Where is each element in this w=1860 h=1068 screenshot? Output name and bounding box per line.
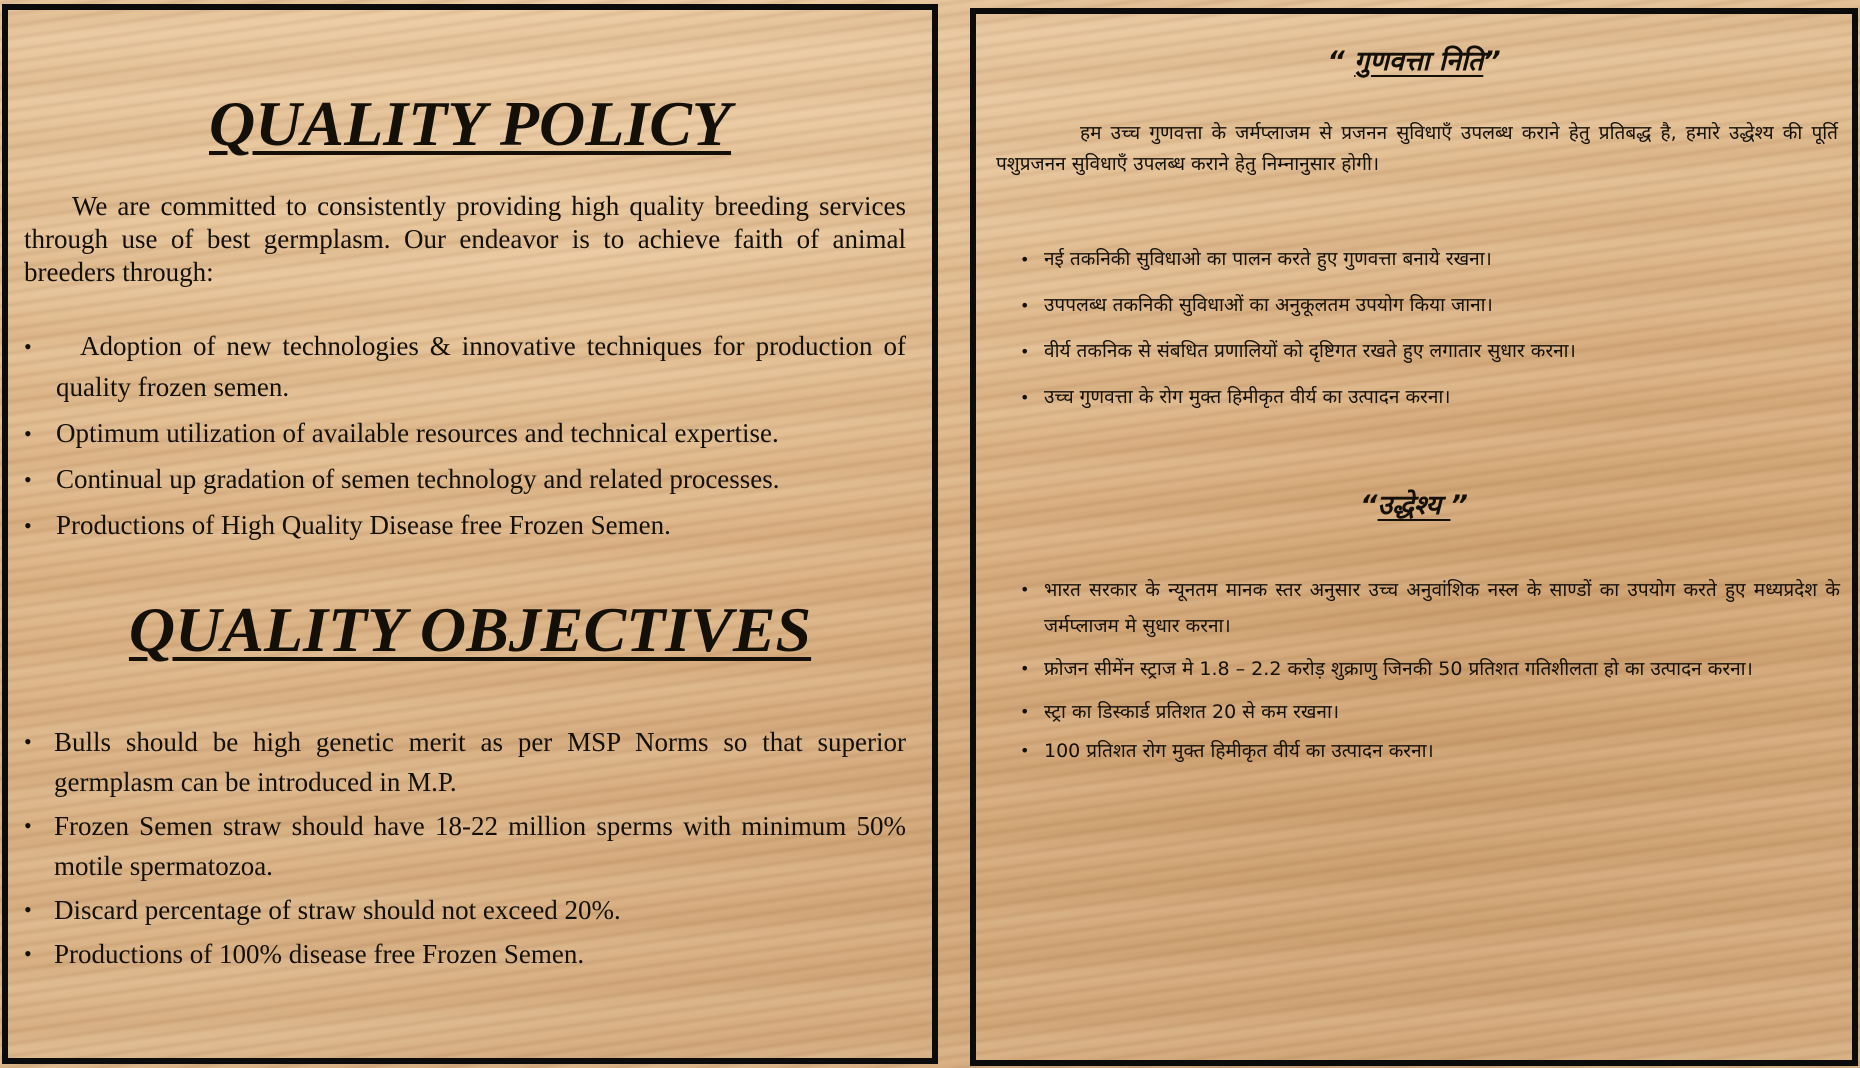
bullet-icon: •: [24, 813, 32, 838]
bullet-icon: •: [24, 729, 32, 754]
quality-policy-heading: [8, 88, 932, 159]
bullet-icon: •: [1020, 250, 1030, 269]
bullet-icon: •: [1020, 580, 1030, 599]
list-item: [1020, 334, 1840, 369]
bullet-icon: •: [1020, 296, 1030, 315]
hindi-objective-item-text: भारत सरकार के न्यूनतम मानक स्तर अनुसार उच्च अनुवांशिक नस्ल के साण्डों का उपयोग करते हुए मध्यप्रदेश के जर्मप्लाजम मे सुधार करना।: [1044, 579, 1840, 637]
hindi-objective-item-text: 100 प्रतिशत रोग मुक्त हिमीकृत वीर्य का उत्पादन करना।: [1044, 740, 1434, 762]
close-quote: ”: [1483, 46, 1501, 77]
bullet-icon: •: [24, 897, 32, 922]
objective-item-text: Productions of 100% disease free Frozen Semen.: [54, 939, 585, 969]
hindi-objective-item-text: स्ट्रा का डिस्कार्ड प्रतिशत 20 से कम रखना।: [1044, 701, 1340, 723]
hindi-policy-item-text: नई तकनिकी सुविधाओ का पालन करते हुए गुणवत्ता बनाये रखना।: [1044, 248, 1492, 270]
bullet-icon: •: [24, 421, 32, 446]
objective-item-text: Bulls should be high genetic merit as per MSP Norms so that superior germplasm can be introduced in M.P.: [54, 727, 906, 797]
bullet-icon: •: [1020, 659, 1030, 678]
english-panel: [2, 4, 938, 1064]
objective-item-text: Frozen Semen straw should have 18-22 million sperms with minimum 50% motile spermatozoa.: [54, 811, 906, 881]
list-item: [1020, 733, 1840, 769]
list-item: [24, 505, 906, 546]
quality-objectives-heading: [8, 594, 932, 665]
quality-policy-intro: We are committed to consistently providing high quality breeding services through use of best germplasm. Our endeavor is to achieve faith of animal breeders through:: [24, 191, 906, 287]
bullet-icon: •: [24, 334, 32, 359]
list-item: [24, 413, 906, 454]
list-item: [1020, 380, 1840, 415]
bullet-icon: •: [1020, 741, 1030, 760]
hindi-policy-list: [1020, 242, 1840, 426]
policy-item-text: Adoption of new technologies & innovative techniques for production of quality frozen semen.: [56, 331, 906, 402]
list-item: [1020, 651, 1840, 687]
list-item: [24, 806, 906, 886]
hindi-objectives-heading-text: उद्धेश्य: [1377, 490, 1451, 521]
open-quote: “: [1327, 46, 1345, 77]
objective-item-text: Discard percentage of straw should not exceed 20%.: [54, 895, 621, 925]
quality-objectives-heading-text: QUALITY OBJECTIVES: [128, 594, 812, 665]
hindi-policy-heading-text: गुणवत्ता निति: [1354, 46, 1484, 77]
policy-item-text: Productions of High Quality Disease free Frozen Semen.: [56, 510, 671, 540]
hindi-policy-item-text: उच्च गुणवत्ता के रोग मुक्त हिमीकृत वीर्य का उत्पादन करना।: [1044, 386, 1451, 408]
bullet-icon: •: [24, 941, 32, 966]
bullet-icon: •: [1020, 388, 1030, 407]
list-item: [24, 459, 906, 500]
list-item: [1020, 288, 1840, 323]
hindi-objectives-heading: [976, 492, 1852, 519]
quality-policy-heading-text: QUALITY POLICY: [208, 88, 732, 159]
list-item: [24, 326, 906, 408]
bullet-icon: •: [24, 467, 32, 492]
policy-item-text: Optimum utilization of available resources and technical expertise.: [56, 418, 779, 448]
close-quote: ”: [1450, 490, 1468, 521]
hindi-panel: [970, 8, 1858, 1066]
hindi-policy-heading: [976, 48, 1852, 75]
list-item: [1020, 572, 1840, 644]
list-item: [1020, 242, 1840, 277]
hindi-objective-item-text: फ्रोजन सीमेंन स्ट्राज मे 1.8 – 2.2 करोड़ शुक्राणु जिनकी 50 प्रतिशत गतिशीलता हो का उत्पादन करना।: [1044, 658, 1753, 680]
list-item: [24, 890, 906, 930]
hindi-policy-item-text: उपपलब्ध तकनिकी सुविधाओं का अनुकूलतम उपयोग किया जाना।: [1044, 294, 1493, 316]
hindi-policy-intro: हम उच्च गुणवत्ता के जर्मप्लाजम से प्रजनन सुविधाएँ उपलब्ध कराने हेतु प्रतिबद्ध है, हमारे उद्धेश्य की पूर्ति पशुप्रजनन सुविधाएँ उपलब्ध कराने हेतु निम्नानुसार होगी।: [996, 122, 1838, 175]
quality-objectives-list: [24, 722, 906, 978]
hindi-policy-item-text: वीर्य तकनिक से संबधित प्रणालियों को दृष्टिगत रखते हुए लगातार सुधार करना।: [1044, 340, 1576, 362]
list-item: [1020, 694, 1840, 730]
policy-item-text: Continual up gradation of semen technology and related processes.: [56, 464, 780, 494]
open-quote: “: [1360, 490, 1378, 521]
bullet-icon: •: [1020, 702, 1030, 721]
list-item: [24, 934, 906, 974]
quality-policy-list: [24, 326, 906, 551]
bullet-icon: •: [24, 513, 32, 538]
bullet-icon: •: [1020, 342, 1030, 361]
hindi-objectives-list: [1020, 572, 1840, 772]
list-item: [24, 722, 906, 802]
